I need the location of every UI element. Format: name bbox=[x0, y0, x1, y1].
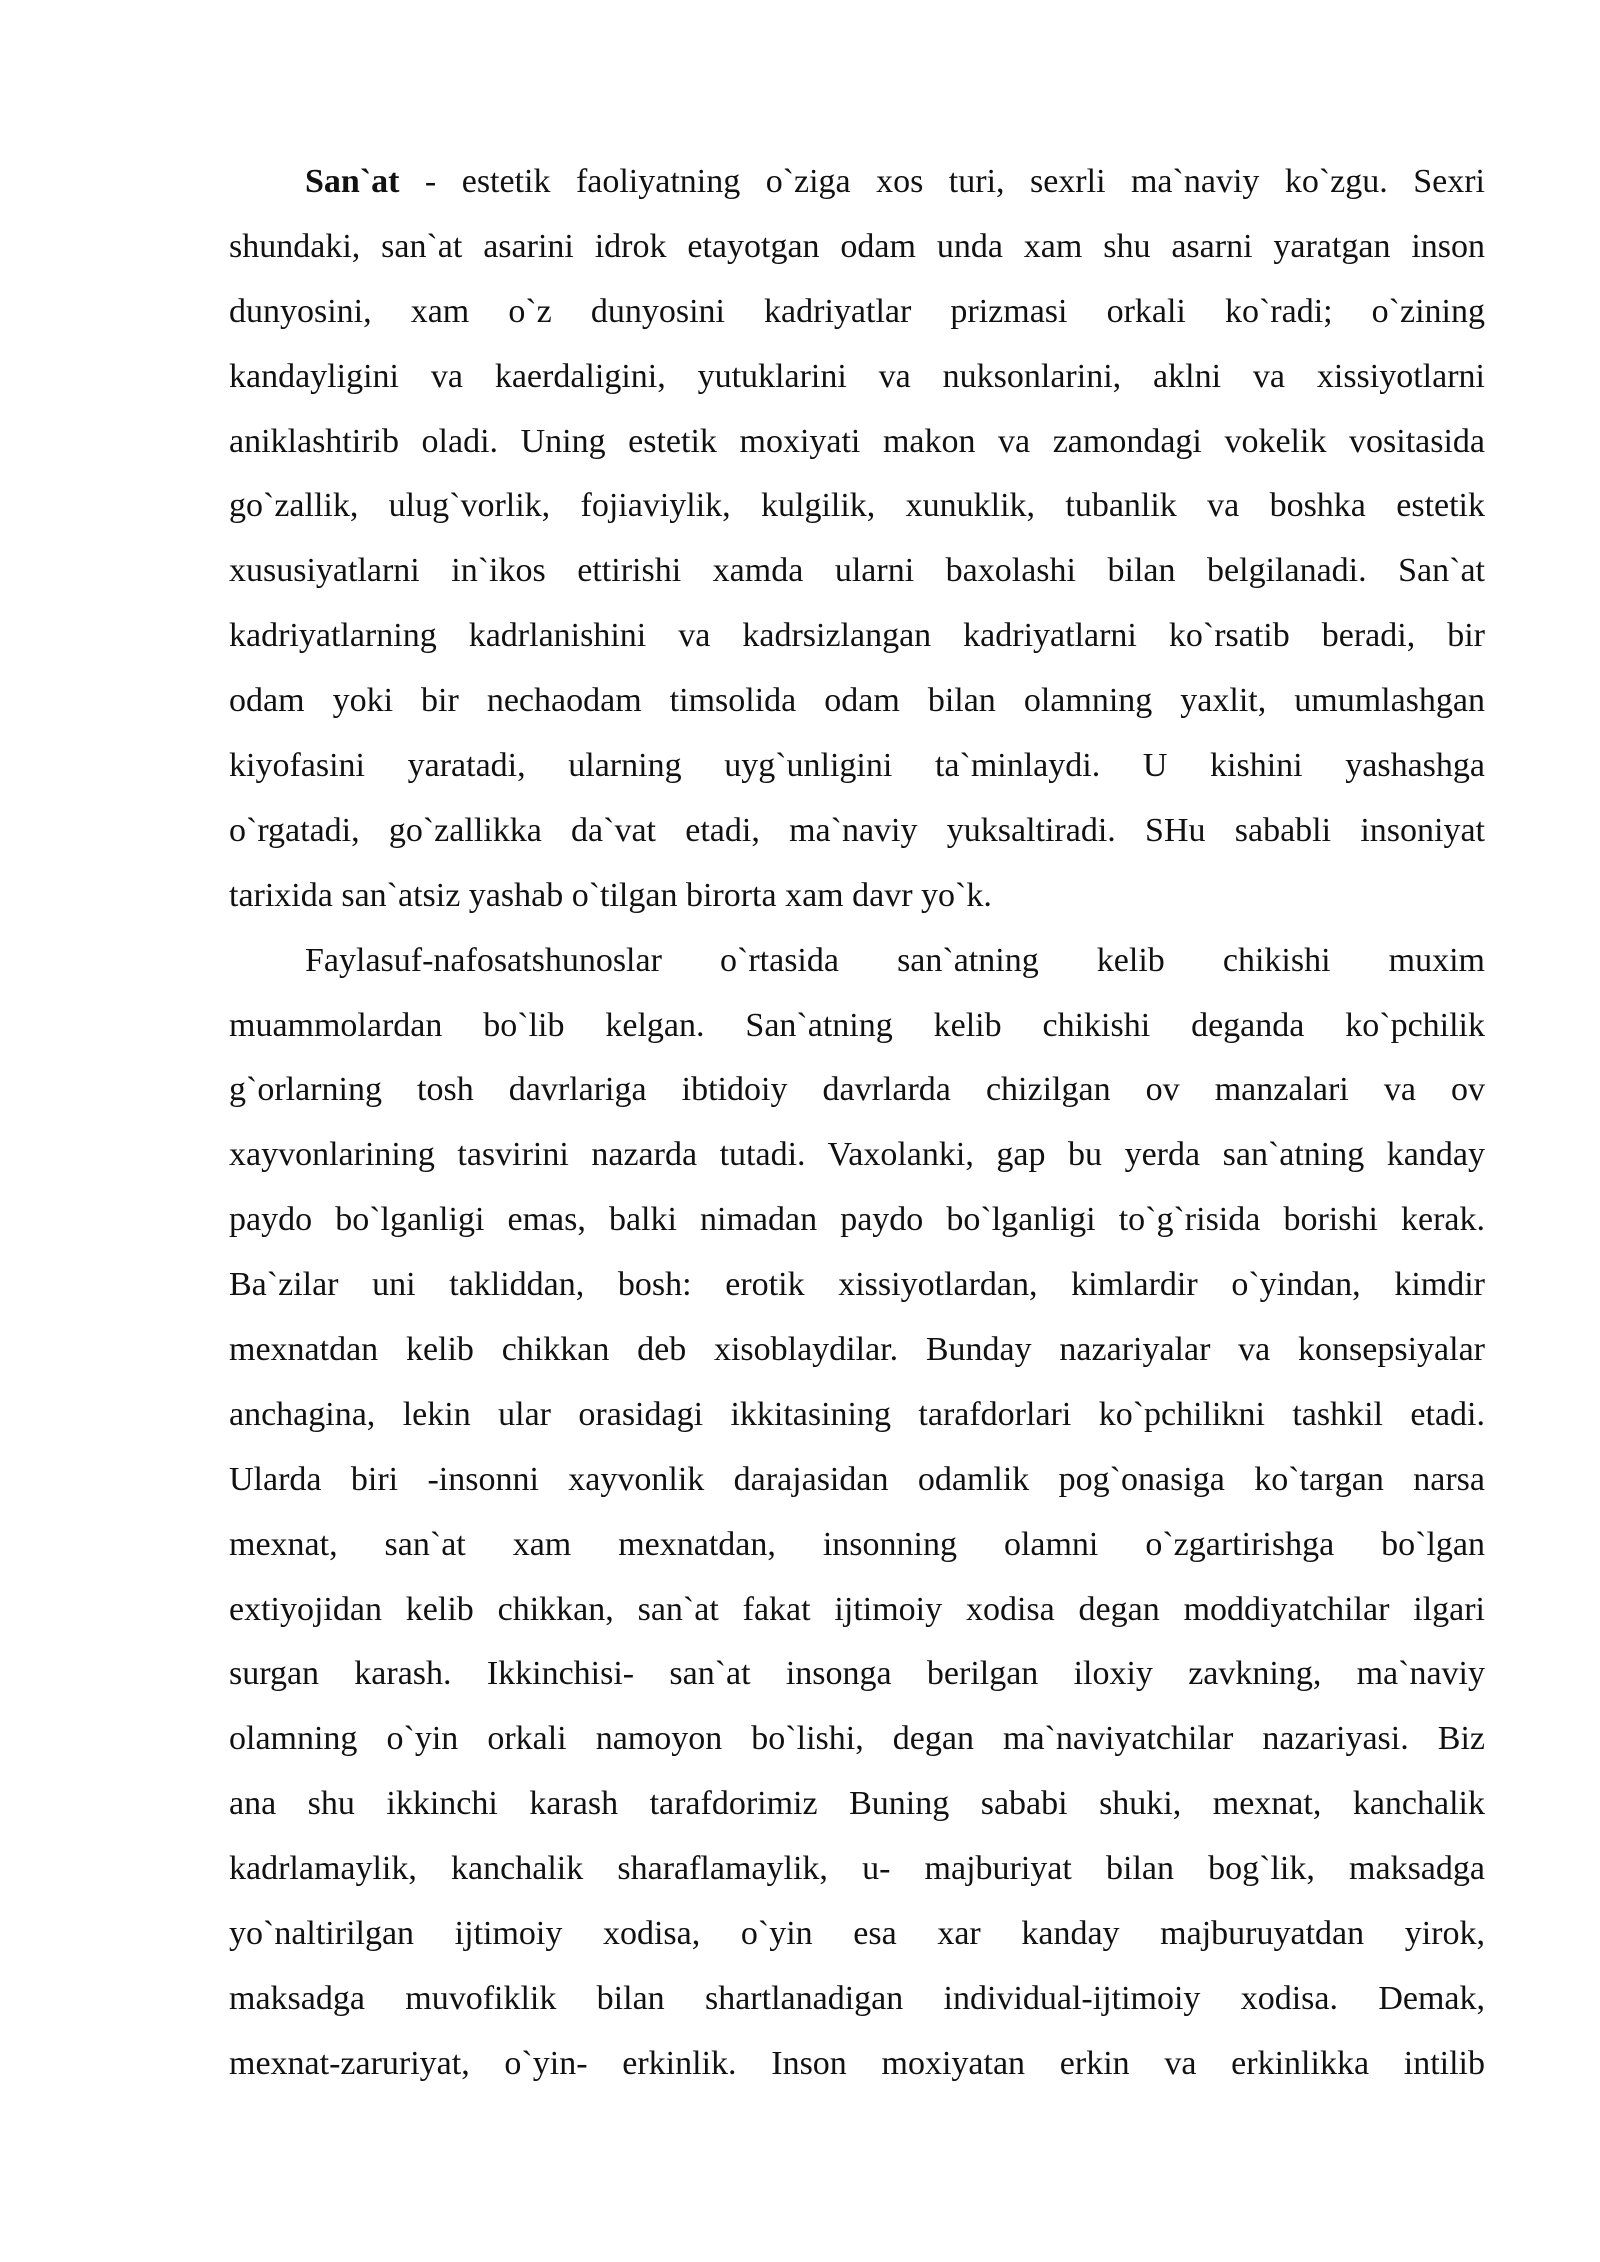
text-line: mexnatdan kelib chikkan deb xisoblaydilar. Bunday nazariyalar va konsepsiyalar bbox=[229, 1331, 1485, 1369]
text-line: xayvonlarining tasvirini nazarda tutadi. Vaxolanki, gap bu yerda san`atning kanday bbox=[229, 1136, 1485, 1174]
text-line: kandayligini va kaerdaligini, yutuklarini va nuksonlarini, aklni va xissiyotlarni bbox=[229, 357, 1485, 395]
text-line: go`zallik, ulug`vorlik, fojiaviylik, kulgilik, xunuklik, tubanlik va boshka estetik bbox=[229, 487, 1485, 525]
text-line: surgan karash. Ikkinchisi- san`at insonga berilgan iloxiy zavkning, ma`naviy bbox=[229, 1655, 1485, 1693]
text-line: dunyosini, xam o`z dunyosini kadriyatlar prizmasi orkali ko`radi; o`zining bbox=[229, 292, 1485, 330]
text-line: tarixida san`atsiz yashab o`tilgan birorta xam davr yo`k. bbox=[229, 876, 992, 914]
text-line: Ularda biri -insonni xayvonlik darajasidan odamlik pog`onasiga ko`targan narsa bbox=[229, 1460, 1485, 1498]
text-line: shundaki, san`at asarini idrok etayotgan odam unda xam shu asarni yaratgan inson bbox=[229, 227, 1485, 265]
text-line: muammolardan bo`lib kelgan. San`atning kelib chikishi deganda ko`pchilik bbox=[229, 1006, 1485, 1044]
text-line: odam yoki bir nechaodam timsolida odam bilan olamning yaxlit, umumlashgan bbox=[229, 682, 1485, 720]
text-line: paydo bo`lganligi emas, balki nimadan paydo bo`lganligi to`g`risida borishi kerak. bbox=[229, 1201, 1485, 1239]
text-line: maksadga muvofiklik bilan shartlanadigan individual-ijtimoiy xodisa. Demak, bbox=[229, 1979, 1485, 2017]
text-line: Faylasuf-nafosatshunoslar o`rtasida san`atning kelib chikishi muxim bbox=[305, 941, 1485, 979]
text-line: mexnat, san`at xam mexnatdan, insonning olamni o`zgartirishga bo`lgan bbox=[229, 1525, 1485, 1563]
text-line: g`orlarning tosh davrlariga ibtidoiy davrlarda chizilgan ov manzalari va ov bbox=[229, 1071, 1485, 1109]
document-body bbox=[229, 150, 1485, 2097]
text-line: aniklashtirib oladi. Uning estetik moxiyati makon va zamondagi vokelik vositasida bbox=[229, 422, 1485, 460]
text-line: kiyofasini yaratadi, ularning uyg`unligini ta`minlaydi. U kishini yashashga bbox=[229, 747, 1485, 785]
text-line: ana shu ikkinchi karash tarafdorimiz Buning sababi shuki, mexnat, kanchalik bbox=[229, 1785, 1485, 1823]
text-line: o`rgatadi, go`zallikka da`vat etadi, ma`naviy yuksaltiradi. SHu sababli insoniyat bbox=[229, 811, 1485, 849]
paragraph-art-definition bbox=[229, 150, 1485, 929]
paragraph-origin-of-art bbox=[229, 929, 1485, 2097]
text-line: olamning o`yin orkali namoyon bo`lishi, degan ma`naviyatchilar nazariyasi. Biz bbox=[229, 1720, 1485, 1758]
text-line bbox=[229, 150, 1485, 215]
text-line: extiyojidan kelib chikkan, san`at fakat ijtimoiy xodisa degan moddiyatchilar ilgari bbox=[229, 1590, 1485, 1628]
line-text: - estetik faoliyatning o`ziga xos turi, sexrli ma`naviy ko`zgu. Sexri bbox=[399, 163, 1485, 200]
text-line: Ba`zilar uni takliddan, bosh: erotik xissiyotlardan, kimlardir o`yindan, kimdir bbox=[229, 1266, 1485, 1304]
text-line: kadriyatlarning kadrlanishini va kadrsizlangan kadriyatlarni ko`rsatib beradi, bir bbox=[229, 617, 1485, 655]
text-line: xususiyatlarni in`ikos ettirishi xamda ularni baxolashi bilan belgilanadi. San`at bbox=[229, 552, 1485, 590]
text-line: anchagina, lekin ular orasidagi ikkitasining tarafdorlari ko`pchilikni tashkil etadi. bbox=[229, 1395, 1485, 1433]
text-line: mexnat-zaruriyat, o`yin- erkinlik. Inson moxiyatan erkin va erkinlikka intilib bbox=[229, 2044, 1485, 2082]
text-line: yo`naltirilgan ijtimoiy xodisa, o`yin esa xar kanday majburuyatdan yirok, bbox=[229, 1915, 1485, 1953]
bold-term-sanat: San`at bbox=[305, 163, 400, 200]
text-line: kadrlamaylik, kanchalik sharaflamaylik, u- majburiyat bilan bog`lik, maksadga bbox=[229, 1850, 1485, 1888]
